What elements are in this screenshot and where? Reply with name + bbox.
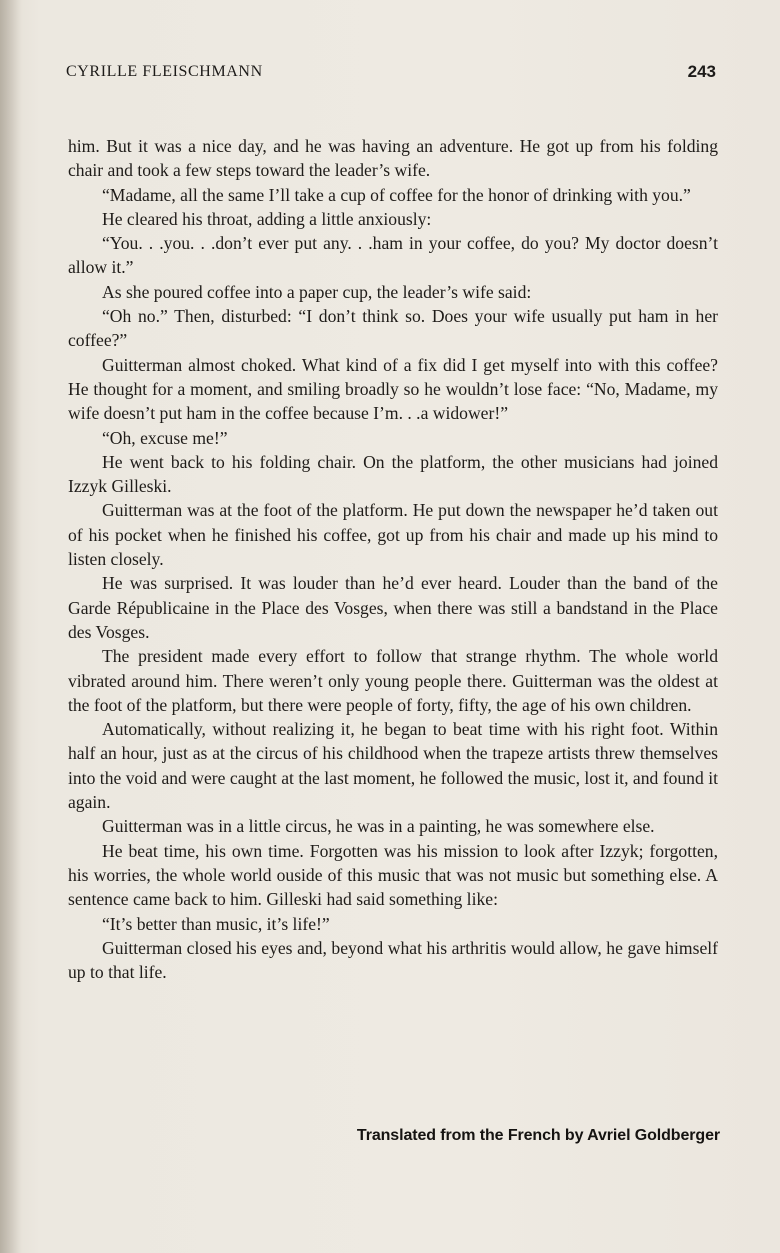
paragraph: Guitterman was at the foot of the platform. He put down the newspaper he’d taken out of his pocket when he finished his coffee, got up from his chair and made up his mind to listen closely. xyxy=(68,500,718,570)
paragraph: “It’s better than music, it’s life!” xyxy=(102,913,330,934)
page-number: 243 xyxy=(687,62,716,81)
paragraph: Guitterman was in a little circus, he was in a painting, he was somewhere else. xyxy=(102,816,655,837)
body-text xyxy=(68,134,718,984)
paragraph: “You. . .you. . .don’t ever put any. . .ham in your coffee, do you? My doctor doesn’t allow it.” xyxy=(68,233,718,278)
paragraph: He beat time, his own time. Forgotten was his mission to look after Izzyk; forgotten, his worries, the whole world ouside of this music that was not music but something else. A sentence came back to him. Gilleski had said something like: xyxy=(68,840,718,910)
paragraph: He cleared his throat, adding a little anxiously: xyxy=(102,208,432,229)
running-header-author: CYRILLE FLEISCHMANN xyxy=(66,63,263,80)
paragraph: “Madame, all the same I’ll take a cup of coffee for the honor of drinking with you.” xyxy=(102,184,691,205)
paragraph: He was surprised. It was louder than he’d ever heard. Louder than the band of the Garde Républicaine in the Place des Vosges, when there was still a bandstand in the Place des Vosges. xyxy=(68,573,718,642)
translation-credit: Translated from the French by Avriel Goldberger xyxy=(356,1127,720,1144)
paragraph: Automatically, without realizing it, he began to beat time with his right foot. Within half an hour, just as at the circus of his childhood when the trapeze artists threw themselves into the void and were caught at the last moment, he followed the music, lost it, and found it again. xyxy=(68,719,718,813)
page-gutter-shadow xyxy=(0,0,22,1253)
paragraph: Guitterman almost choked. What kind of a fix did I get myself into with this coffee? He thought for a moment, and smiling broadly so he wouldn’t lose face: “No, Madame, my wife doesn’t put ham in the coffee because I’m. . .a widower!” xyxy=(68,354,718,424)
paragraph: The president made every effort to follow that strange rhythm. The whole world vibrated around him. There weren’t only young people there. Guitterman was the oldest at the foot of the platform, but there were people of forty, fifty, the age of his own children. xyxy=(68,646,718,715)
paragraph: Guitterman closed his eyes and, beyond what his arthritis would allow, he gave himself up to that life. xyxy=(68,937,718,983)
paragraph: As she poured coffee into a paper cup, the leader’s wife said: xyxy=(102,281,532,302)
paragraph: “Oh, excuse me!” xyxy=(102,427,228,448)
running-header xyxy=(66,63,716,87)
paragraph: “Oh no.” Then, disturbed: “I don’t think so. Does your wife usually put ham in her coffee?” xyxy=(68,306,718,351)
paragraph: him. But it was a nice day, and he was having an adventure. He got up from his folding chair and took a few steps toward the leader’s wife. xyxy=(68,136,718,181)
paragraph: He went back to his folding chair. On the platform, the other musicians had joined Izzyk Gilleski. xyxy=(68,451,718,497)
